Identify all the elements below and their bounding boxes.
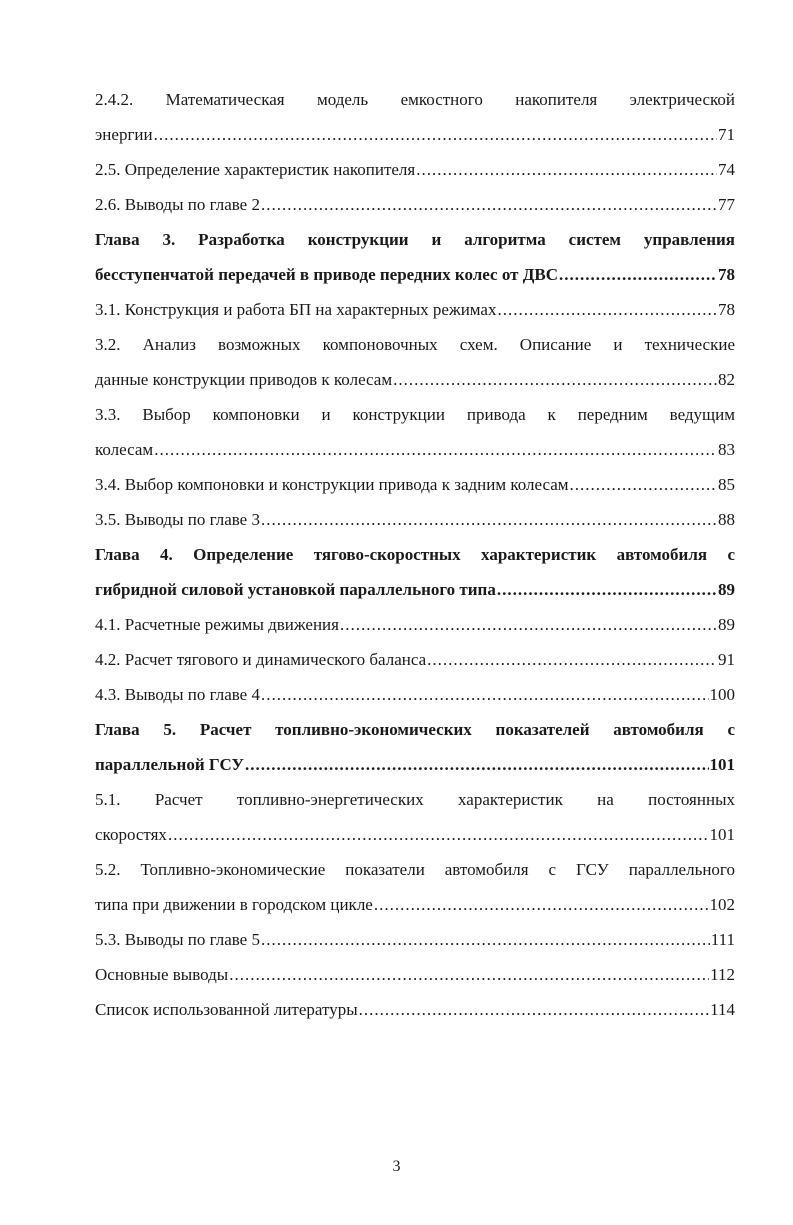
toc-leader-dots xyxy=(393,362,717,397)
toc-entry-line1: Глава 4. Определение тягово-скоростных характеристик автомобиля с xyxy=(95,545,735,564)
toc-page-number: 101 xyxy=(709,755,735,774)
toc-entry-line2 xyxy=(95,747,735,782)
toc-leader-dots xyxy=(261,502,717,537)
toc-entry-line2 xyxy=(95,432,735,467)
toc-entry-title: Список использованной литературы xyxy=(95,1000,358,1019)
toc-leader-dots xyxy=(374,887,709,922)
toc-entry-title: энергии xyxy=(95,125,153,144)
toc-entry-title: типа при движении в городском цикле xyxy=(95,895,373,914)
toc-leader-dots xyxy=(261,677,709,712)
toc-entry-line2 xyxy=(95,572,735,607)
toc-entry xyxy=(95,152,735,187)
toc-entry-title: 3.4. Выбор компоновки и конструкции привода к задним колесам xyxy=(95,475,569,494)
toc-entry xyxy=(95,327,735,397)
toc-entry-line1: 2.4.2. Математическая модель емкостного накопителя электрической xyxy=(95,90,735,109)
toc-entry xyxy=(95,397,735,467)
toc-entry-title: колесам xyxy=(95,440,154,459)
toc-page-number: 74 xyxy=(718,160,735,179)
toc-entry-line1: Глава 3. Разработка конструкции и алгоритма систем управления xyxy=(95,230,735,249)
toc-leader-dots xyxy=(154,432,717,467)
toc-entry xyxy=(95,82,735,152)
toc-page-number: 112 xyxy=(710,965,735,984)
toc-entry xyxy=(95,922,735,957)
toc-chapter-entry xyxy=(95,222,735,292)
toc-entry xyxy=(95,677,735,712)
toc-page-number: 111 xyxy=(710,930,735,949)
toc-entry-title: скоростях xyxy=(95,825,167,844)
toc-entry xyxy=(95,852,735,922)
toc-entry-line1: 3.3. Выбор компоновки и конструкции привода к передним ведущим xyxy=(95,405,735,424)
toc-leader-dots xyxy=(229,957,709,992)
toc-leader-dots xyxy=(340,607,717,642)
toc-page-number: 102 xyxy=(709,895,735,914)
toc-entry-line2 xyxy=(95,362,735,397)
toc-leader-dots xyxy=(261,187,717,222)
toc-leader-dots xyxy=(497,292,717,327)
toc-leader-dots xyxy=(359,992,709,1027)
toc-page-number: 101 xyxy=(709,825,735,844)
toc-leader-dots xyxy=(416,152,717,187)
toc-chapter-entry xyxy=(95,712,735,782)
toc-entry xyxy=(95,607,735,642)
page-number: 3 xyxy=(392,1158,401,1175)
toc-page-number: 91 xyxy=(718,650,735,669)
toc-entry xyxy=(95,957,735,992)
toc-page-number: 85 xyxy=(718,475,735,494)
toc-entry-title: 5.3. Выводы по главе 5 xyxy=(95,930,260,949)
toc-leader-dots xyxy=(559,257,717,292)
toc-entry-title: 4.3. Выводы по главе 4 xyxy=(95,685,260,704)
toc-entry-title: 2.5. Определение характеристик накопителя xyxy=(95,160,416,179)
toc-entry-line1: 5.1. Расчет топливно-энергетических характеристик на постоянных xyxy=(95,790,735,809)
toc-leader-dots xyxy=(570,467,717,502)
toc-entry-line2 xyxy=(95,117,735,152)
toc-leader-dots xyxy=(497,572,717,607)
toc-entry xyxy=(95,502,735,537)
toc-entry xyxy=(95,187,735,222)
toc-leader-dots xyxy=(154,117,717,152)
toc-entry-title: 4.1. Расчетные режимы движения xyxy=(95,615,339,634)
toc-page-number: 114 xyxy=(710,1000,735,1019)
toc-chapter-entry xyxy=(95,537,735,607)
toc-entry xyxy=(95,292,735,327)
toc-page-number: 100 xyxy=(709,685,735,704)
toc-entry-line2 xyxy=(95,817,735,852)
toc-entry-title: параллельной ГСУ xyxy=(95,755,245,774)
toc-entry-title: бесступенчатой передачей в приводе передних колес от ДВС xyxy=(95,265,559,284)
toc-entry xyxy=(95,642,735,677)
toc-entry-title: Основные выводы xyxy=(95,965,229,984)
toc-entry-line1: 5.2. Топливно-экономические показатели автомобиля с ГСУ параллельного xyxy=(95,860,735,879)
toc-page-number: 83 xyxy=(718,440,735,459)
toc-page-number: 78 xyxy=(718,300,735,319)
toc-entry-title: 4.2. Расчет тягового и динамического баланса xyxy=(95,650,427,669)
toc-entry xyxy=(95,992,735,1027)
toc-page-number: 82 xyxy=(718,370,735,389)
toc-page-number: 71 xyxy=(718,125,735,144)
toc-page-number: 89 xyxy=(718,615,735,634)
toc-entry-title: данные конструкции приводов к колесам xyxy=(95,370,393,389)
toc-entry-line1: 3.2. Анализ возможных компоновочных схем. Описание и технические xyxy=(95,335,735,354)
toc-entry xyxy=(95,782,735,852)
toc-leader-dots xyxy=(245,747,708,782)
table-of-contents xyxy=(95,82,735,1027)
toc-entry xyxy=(95,467,735,502)
toc-entry-line2 xyxy=(95,257,735,292)
toc-entry-title: 2.6. Выводы по главе 2 xyxy=(95,195,260,214)
toc-entry-line1: Глава 5. Расчет топливно-экономических показателей автомобиля с xyxy=(95,720,735,739)
toc-entry-line2 xyxy=(95,887,735,922)
toc-page-number: 77 xyxy=(718,195,735,214)
toc-page-number: 78 xyxy=(718,265,735,284)
toc-page-number: 88 xyxy=(718,510,735,529)
toc-entry-title: гибридной силовой установкой параллельного типа xyxy=(95,580,496,599)
toc-leader-dots xyxy=(168,817,709,852)
toc-entry-title: 3.1. Конструкция и работа БП на характерных режимах xyxy=(95,300,497,319)
toc-page-number: 89 xyxy=(718,580,735,599)
toc-leader-dots xyxy=(427,642,717,677)
toc-leader-dots xyxy=(261,922,710,957)
toc-entry-title: 3.5. Выводы по главе 3 xyxy=(95,510,260,529)
